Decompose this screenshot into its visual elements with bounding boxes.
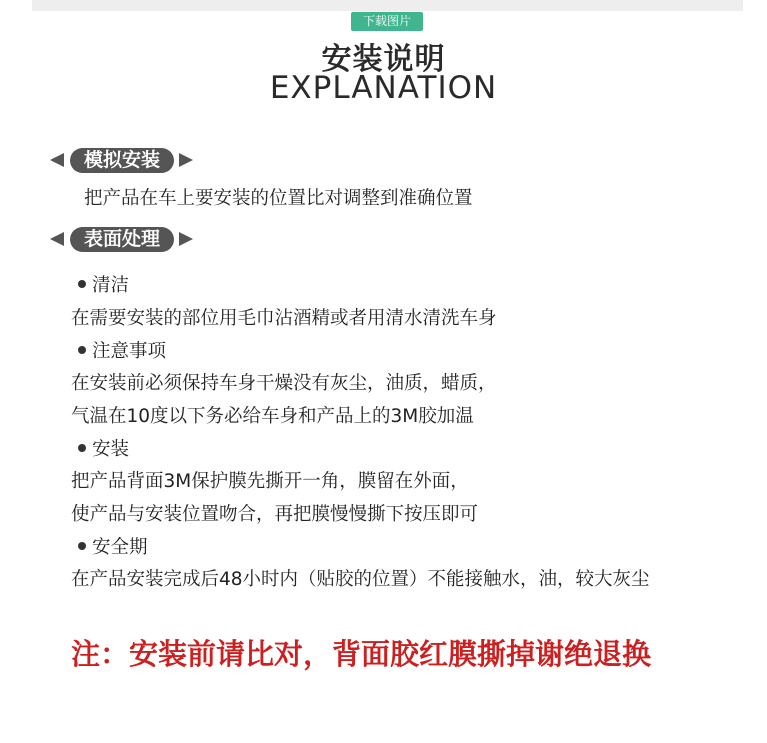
item-heading-install bbox=[78, 437, 129, 463]
section-tag-simulate bbox=[50, 147, 193, 173]
bullet-icon bbox=[78, 346, 86, 354]
item-heading-label: 安装 bbox=[92, 439, 130, 460]
section-tag-label: 表面处理 bbox=[70, 227, 174, 252]
triangle-left-icon bbox=[50, 232, 64, 246]
item-text-line: 把产品背面3M保护膜先撕开一角，膜留在外面， bbox=[71, 471, 469, 492]
item-heading-label: 清洁 bbox=[92, 275, 130, 296]
page-title: 安装说明 bbox=[321, 42, 446, 77]
bullet-icon bbox=[78, 280, 86, 288]
item-heading-label: 安全期 bbox=[92, 537, 148, 558]
triangle-right-icon bbox=[179, 153, 193, 167]
simulate-text: 把产品在车上要安装的位置比对调整到准确位置 bbox=[84, 188, 473, 209]
top-bar bbox=[32, 0, 743, 11]
section-tag-surface bbox=[50, 226, 193, 252]
item-heading-clean bbox=[78, 273, 129, 299]
download-image-button[interactable]: 下载图片 bbox=[351, 12, 423, 31]
item-text-line: 气温在10度以下务必给车身和产品上的3M胶加温 bbox=[71, 406, 474, 427]
item-heading-safety-period bbox=[78, 535, 148, 561]
item-heading-label: 注意事项 bbox=[92, 341, 167, 362]
warning-note: 注：安装前请比对，背面胶红膜撕掉谢绝退换 bbox=[71, 637, 652, 671]
item-text-line: 在安装前必须保持车身干燥没有灰尘，油质，蜡质， bbox=[71, 373, 497, 394]
item-text-line: 在产品安装完成后48小时内（贴胶的位置）不能接触水，油，较大灰尘 bbox=[71, 569, 650, 590]
bullet-icon bbox=[78, 444, 86, 452]
item-text-line: 在需要安装的部位用毛巾沾酒精或者用清水清洗车身 bbox=[71, 308, 497, 329]
item-text-line: 使产品与安装位置吻合，再把膜慢慢撕下按压即可 bbox=[71, 504, 479, 525]
item-heading-attention bbox=[78, 339, 166, 365]
page-subtitle: EXPLANATION bbox=[269, 70, 498, 106]
triangle-left-icon bbox=[50, 153, 64, 167]
section-tag-label: 模拟安装 bbox=[70, 148, 174, 173]
bullet-icon bbox=[78, 542, 86, 550]
triangle-right-icon bbox=[179, 232, 193, 246]
